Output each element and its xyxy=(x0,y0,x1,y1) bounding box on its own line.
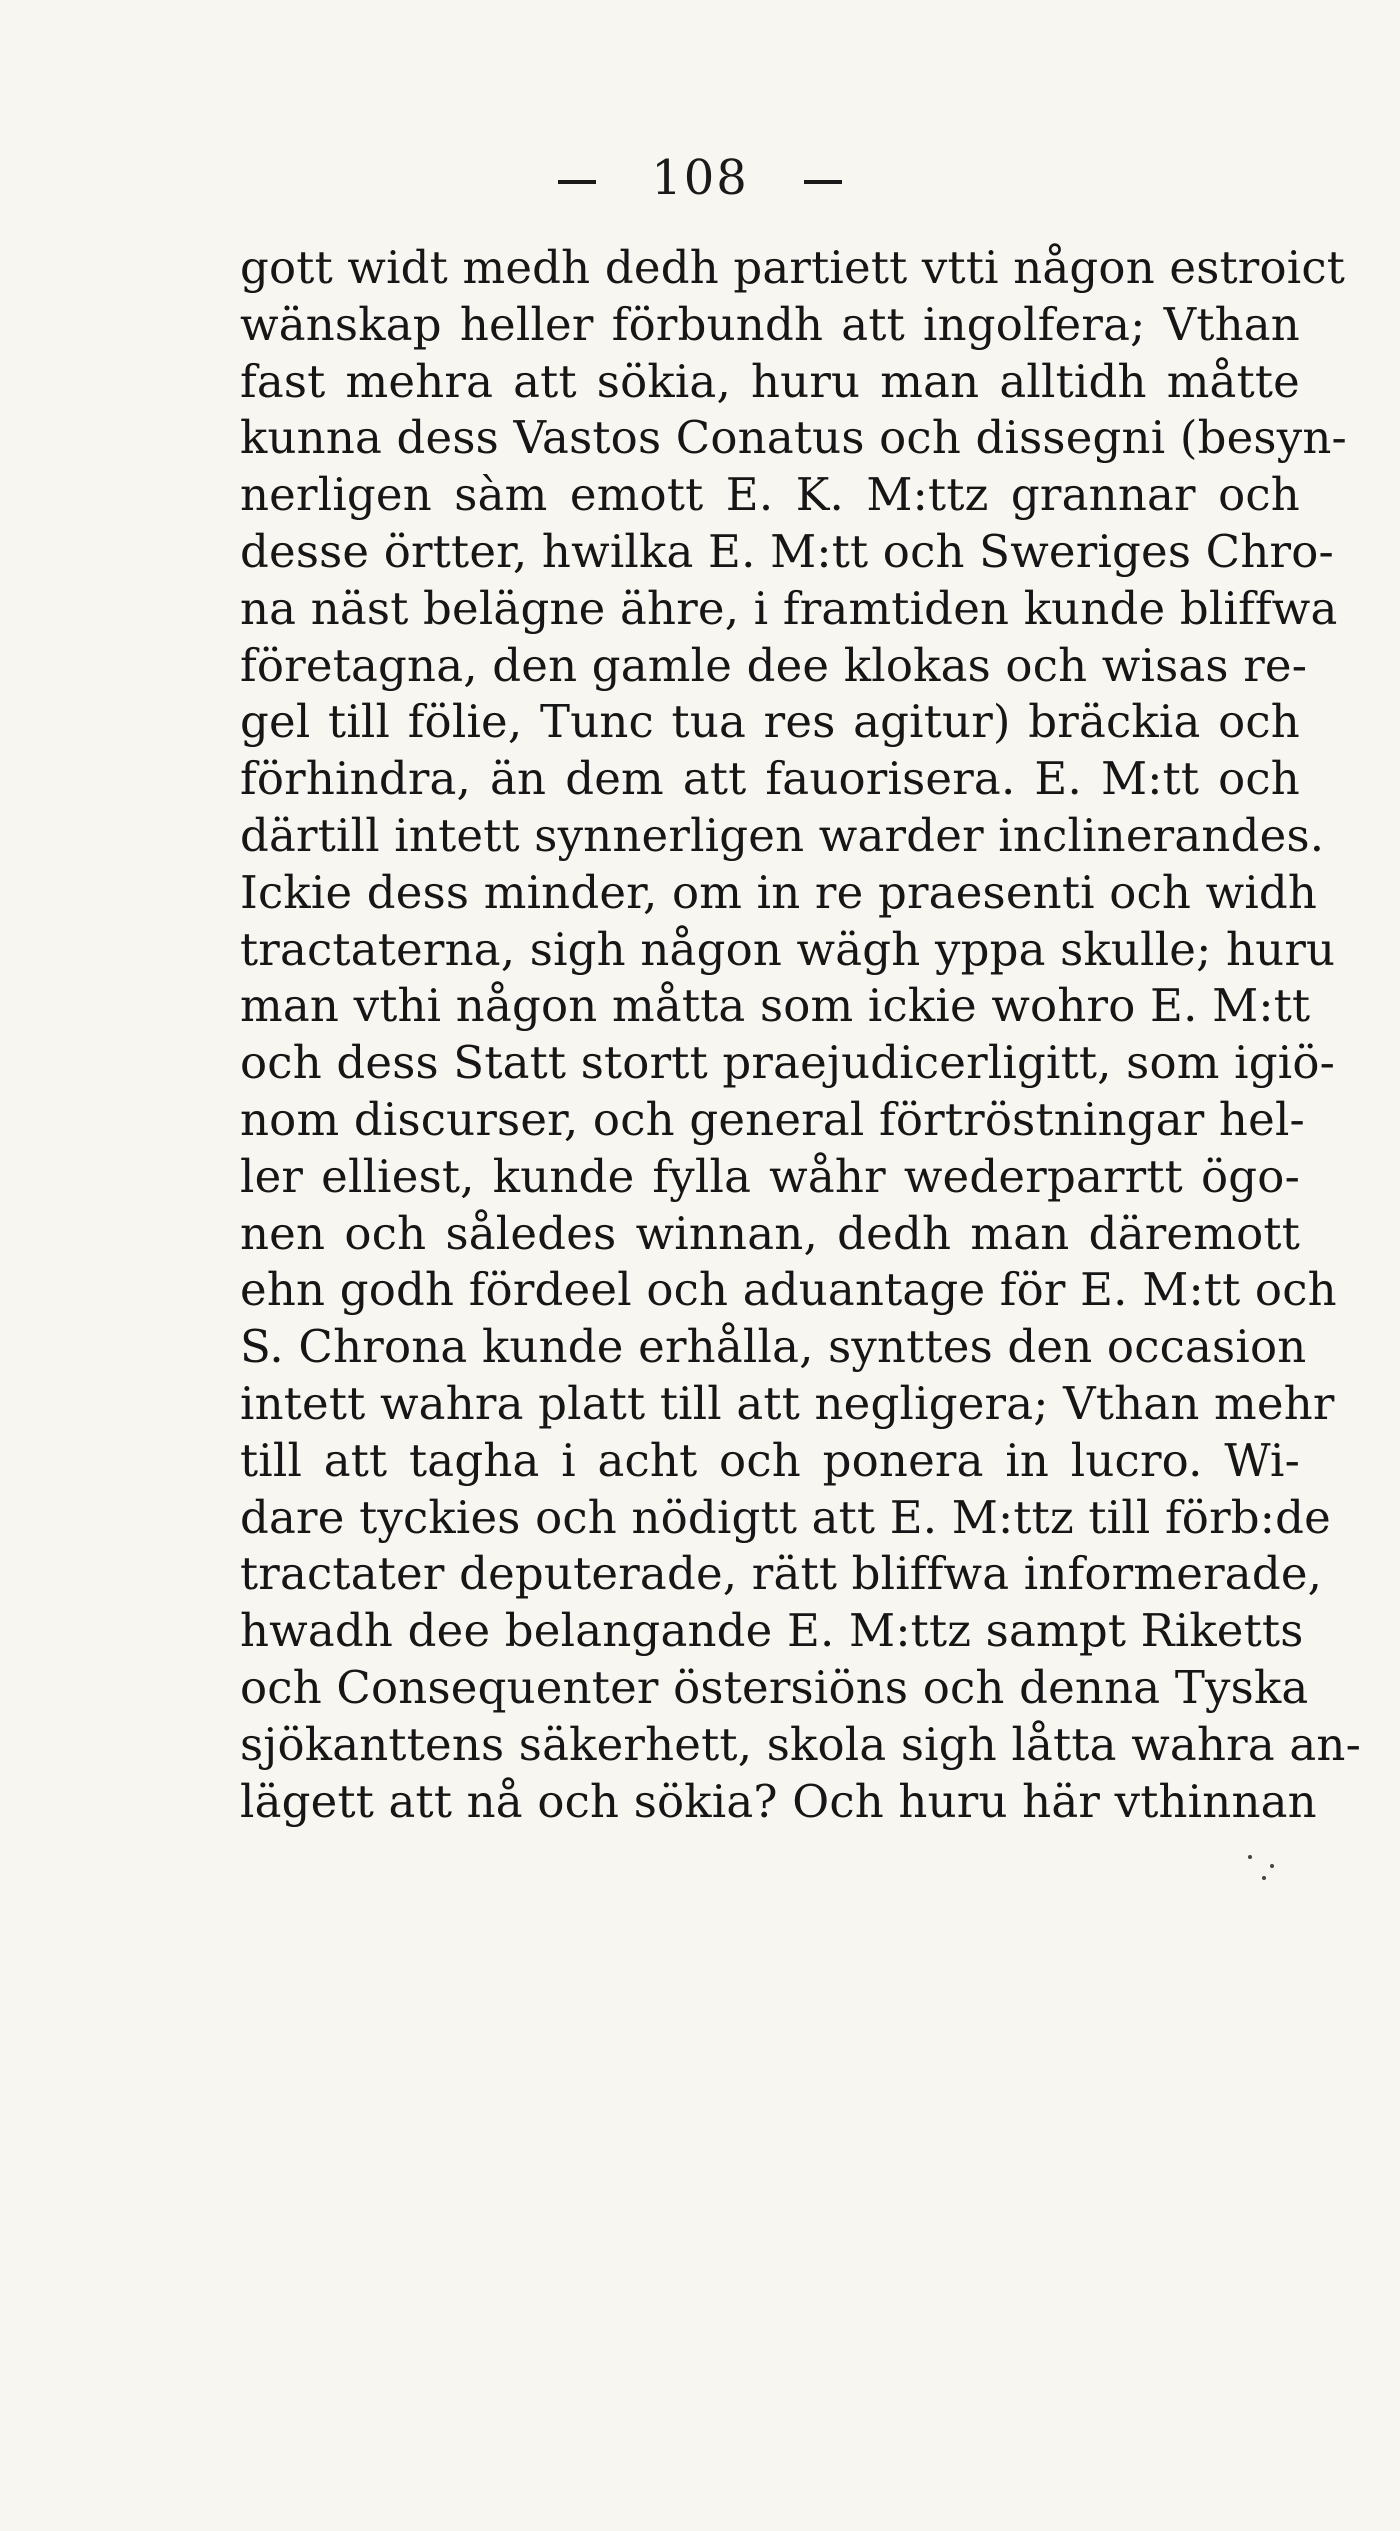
text-line: gel till fölie, Tunc tua res agitur) bräckia och xyxy=(240,695,1300,749)
text-line: och Consequenter östersiöns och denna Tyska xyxy=(240,1660,1309,1714)
text-line: därtill intett synnerligen warder inclinerandes. xyxy=(240,808,1325,862)
header-rule-left xyxy=(558,180,596,184)
text-line: Ickie dess minder, om in re praesenti och widh xyxy=(240,865,1318,919)
text-line: lägett att nå och sökia? Och huru här vthinnan xyxy=(240,1774,1317,1828)
text-line: sjökanttens säkerhett, skola sigh låtta wahra an- xyxy=(240,1717,1361,1771)
text-line: desse örtter, hwilka E. M:tt och Sweriges Chro- xyxy=(240,524,1334,578)
text-line: förhindra, än dem att fauorisera. E. M:tt och xyxy=(240,752,1300,806)
text-line: gott widt medh dedh partiett vtti någon estroict xyxy=(240,241,1346,294)
header-rule-right xyxy=(804,180,842,184)
text-line: företagna, den gamle dee klokas och wisas re- xyxy=(240,638,1308,692)
text-line: kunna dess Vastos Conatus och dissegni (besyn- xyxy=(240,411,1347,465)
text-line: intett wahra platt till att negligera; Vthan mehr xyxy=(240,1376,1335,1430)
text-line: nerligen sàm emott E. K. M:ttz grannar och xyxy=(240,468,1300,522)
text-line: S. Chrona kunde erhålla, synttes den occasion xyxy=(240,1320,1307,1374)
text-line: dare tyckies och nödigtt att E. M:ttz till förb:de xyxy=(240,1490,1332,1544)
text-line: och dess Statt stortt praejudicerligitt, som igiö- xyxy=(240,1036,1336,1090)
text-line: hwadh dee belangande E. M:ttz sampt Riketts xyxy=(240,1604,1304,1658)
print-speck xyxy=(1262,1876,1266,1880)
text-line: nom discurser, och general förtröstningar hel- xyxy=(240,1092,1305,1146)
page-number: 108 xyxy=(651,150,749,206)
print-speck xyxy=(1270,1864,1274,1868)
text-line: till att tagha i acht och ponera in lucro. Wi- xyxy=(240,1433,1300,1487)
text-line: ehn godh fördeel och aduantage för E. M:tt och xyxy=(240,1263,1337,1317)
text-line: na näst belägne ähre, i framtiden kunde bliffwa xyxy=(240,581,1338,635)
text-line: nen och således winnan, dedh man däremott xyxy=(240,1206,1300,1260)
text-line: man vthi någon måtta som ickie wohro E. M:tt xyxy=(240,979,1311,1033)
text-line: wänskap heller förbundh att ingolfera; Vthan xyxy=(240,297,1300,351)
text-line: tractater deputerade, rätt bliffwa informerade, xyxy=(240,1547,1323,1601)
print-speck xyxy=(1248,1855,1252,1859)
text-line: tractaterna, sigh någon wägh yppa skulle; huru xyxy=(240,922,1336,976)
body-text xyxy=(240,240,1361,1830)
text-line: ler elliest, kunde fylla wåhr wederparrtt ögo- xyxy=(240,1149,1300,1203)
page-header xyxy=(0,150,1400,206)
text-line: fast mehra att sökia, huru man alltidh måtte xyxy=(240,354,1300,408)
